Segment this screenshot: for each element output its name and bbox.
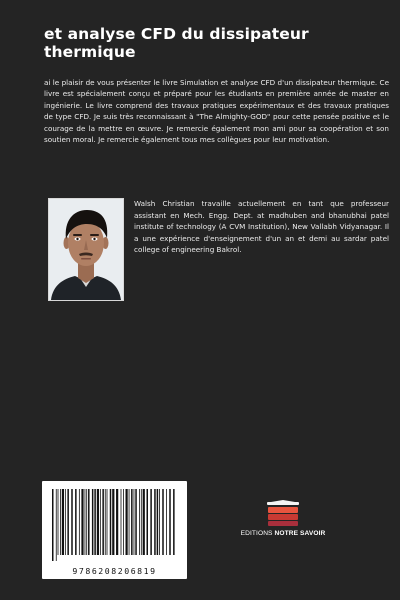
- barcode-bar: [58, 489, 59, 555]
- barcode-bar: [85, 489, 86, 555]
- author-biography: Walsh Christian travaille actuellement en tant que professeur assistant en Mech. Engg. Dept. at madhuben and bhanubhai patel institute of technology (A CVM Institution), New Vallabh Vidyanagar. Il a une expérience d'enseignement d'un an et demi au sardar patel college of engineering Bakrol.: [134, 199, 389, 254]
- barcode-bar: [60, 489, 61, 555]
- barcode-bar: [134, 489, 135, 555]
- barcode-bar: [67, 489, 69, 555]
- barcode-bar: [102, 489, 104, 555]
- barcode-bar: [110, 489, 112, 555]
- barcode-bar: [105, 489, 106, 555]
- publisher-name-prefix: EDITIONS: [240, 530, 275, 537]
- barcode-bar: [141, 489, 142, 555]
- barcode-bar: [159, 489, 160, 555]
- isbn-barcode: [42, 481, 187, 579]
- barcode-bar: [162, 489, 164, 555]
- barcode-bar: [154, 489, 156, 555]
- barcode-bar: [173, 489, 175, 555]
- barcode-bar: [79, 489, 80, 555]
- barcode-bar: [62, 489, 64, 555]
- barcode-bar: [143, 489, 145, 555]
- barcode-bar: [121, 489, 122, 555]
- barcode-bar: [139, 489, 140, 555]
- barcode-bar: [65, 489, 66, 555]
- barcode-bar: [71, 489, 73, 555]
- barcode-bar: [100, 489, 101, 555]
- author-photo: [48, 198, 124, 301]
- barcode-bar: [147, 489, 149, 555]
- publisher-block: [228, 500, 338, 537]
- barcode-bar: [86, 489, 87, 555]
- publisher-name-main: NOTRE SAVOIR: [274, 530, 326, 537]
- book-description: ai le plaisir de vous présenter le livre Simulation et analyse CFD d'un dissipateur thermique. Ce livre est spécialement conçu et préparé pour les étudiants en première année de master en ingénierie. Le livre comprend des travaux pratiques expérimentaux et des travaux pratiques de type CFD. Je suis très reconnaissant à "The Almighty-GOD" pour cette pensée positive et le courage de la mettre en œuvre. Je remercie également mon ami pour sa coopération et son soutien moral. Je remercie également tous mes collègues pour leur motivation.: [44, 78, 389, 145]
- barcode-bar: [150, 489, 152, 555]
- barcode-bar: [123, 489, 124, 555]
- barcode-bar: [107, 489, 108, 555]
- barcode-bar: [88, 489, 90, 555]
- barcode-bar: [116, 489, 118, 555]
- barcode-bar: [126, 489, 128, 555]
- barcode-bar: [75, 489, 77, 555]
- book-title: et analyse CFD du dissipateur thermique: [44, 25, 309, 61]
- barcode-bar: [92, 489, 94, 555]
- barcode-bar: [135, 489, 137, 555]
- publisher-logo-icon: [266, 500, 300, 528]
- barcode-bar: [94, 489, 96, 555]
- barcode-bars: [52, 489, 177, 565]
- barcode-bar: [56, 489, 57, 561]
- barcode-bar: [169, 489, 171, 555]
- isbn-number: 9786208206819: [72, 566, 157, 576]
- barcode-bar: [129, 489, 130, 555]
- publisher-name: [228, 530, 338, 537]
- barcode-bar: [157, 489, 159, 555]
- barcode-bar: [52, 489, 54, 561]
- barcode-bar: [166, 489, 167, 555]
- barcode-bar: [131, 489, 133, 555]
- barcode-bar: [97, 489, 99, 555]
- barcode-bar: [81, 489, 83, 555]
- barcode-bar: [112, 489, 114, 555]
- author-portrait-image: [49, 199, 123, 300]
